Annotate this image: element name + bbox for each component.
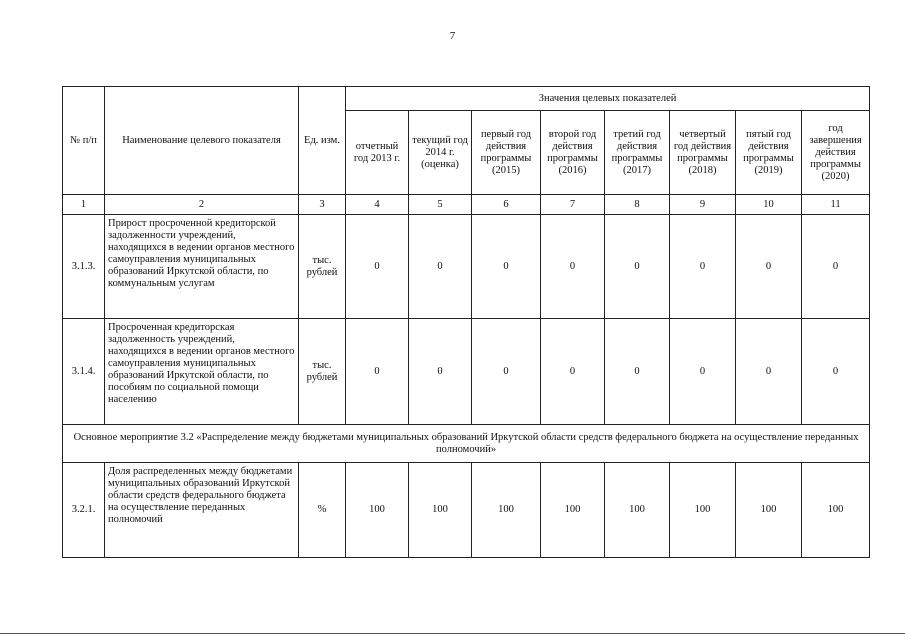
header-num: № п/п <box>63 87 105 195</box>
row-num: 3.2.1. <box>63 463 105 558</box>
header-year: четвертый год действия программы (2018) <box>670 111 736 195</box>
row-unit: тыс. рублей <box>299 215 346 319</box>
row-num: 3.1.3. <box>63 215 105 319</box>
header-row-group <box>63 87 870 111</box>
row-value: 0 <box>736 319 802 425</box>
section-title: Основное мероприятие 3.2 «Распределение между бюджетами муниципальных образований Иркутской области средств федерального бюджета на осуществление переданных полномочий» <box>63 425 870 463</box>
column-number: 10 <box>736 195 802 215</box>
row-value: 0 <box>472 319 541 425</box>
column-number: 7 <box>541 195 605 215</box>
header-year: третий год действия программы (2017) <box>605 111 670 195</box>
page-number: 7 <box>449 30 456 42</box>
column-number: 8 <box>605 195 670 215</box>
header-unit: Ед. изм. <box>299 87 346 195</box>
column-number: 6 <box>472 195 541 215</box>
section-row <box>63 425 870 463</box>
row-value: 0 <box>346 319 409 425</box>
table-row <box>63 463 870 558</box>
row-value: 100 <box>605 463 670 558</box>
indicators-table <box>62 86 870 558</box>
column-number: 2 <box>105 195 299 215</box>
row-value: 0 <box>736 215 802 319</box>
row-value: 100 <box>736 463 802 558</box>
column-number: 5 <box>409 195 472 215</box>
row-value: 0 <box>670 215 736 319</box>
row-value: 0 <box>605 215 670 319</box>
row-value: 100 <box>541 463 605 558</box>
header-year: год завершения действия программы (2020) <box>802 111 870 195</box>
header-year: текущий год 2014 г. (оценка) <box>409 111 472 195</box>
row-value: 0 <box>802 319 870 425</box>
row-value: 0 <box>802 215 870 319</box>
row-value: 100 <box>346 463 409 558</box>
header-year: отчетный год 2013 г. <box>346 111 409 195</box>
header-year: второй год действия программы (2016) <box>541 111 605 195</box>
row-name: Прирост просроченной кредиторской задолженности учреждений, находящихся в ведении органов местного самоуправления муниципальных образований Иркутской области, по коммунальным услугам <box>105 215 299 319</box>
table-row <box>63 319 870 425</box>
row-value: 100 <box>472 463 541 558</box>
row-value: 0 <box>409 215 472 319</box>
row-unit: тыс. рублей <box>299 319 346 425</box>
row-value: 100 <box>802 463 870 558</box>
row-name: Доля распределенных между бюджетами муниципальных образований Иркутской области средств федерального бюджета на осуществление переданных полномочий <box>105 463 299 558</box>
row-value: 0 <box>605 319 670 425</box>
row-value: 0 <box>670 319 736 425</box>
row-unit: % <box>299 463 346 558</box>
row-value: 100 <box>409 463 472 558</box>
row-value: 0 <box>346 215 409 319</box>
row-value: 0 <box>541 319 605 425</box>
column-number: 1 <box>63 195 105 215</box>
column-number: 3 <box>299 195 346 215</box>
page-bottom-rule <box>0 633 905 634</box>
table-row <box>63 215 870 319</box>
row-value: 0 <box>541 215 605 319</box>
column-number: 11 <box>802 195 870 215</box>
row-value: 0 <box>472 215 541 319</box>
header-year: первый год действия программы (2015) <box>472 111 541 195</box>
row-name: Просроченная кредиторская задолженность учреждений, находящихся в ведении органов местного самоуправления муниципальных образований Иркутской области, по пособиям по социальной помощи населению <box>105 319 299 425</box>
header-group: Значения целевых показателей <box>346 87 870 111</box>
row-value: 0 <box>409 319 472 425</box>
column-number: 4 <box>346 195 409 215</box>
header-name: Наименование целевого показателя <box>105 87 299 195</box>
column-number: 9 <box>670 195 736 215</box>
column-number-row <box>63 195 870 215</box>
header-year: пятый год действия программы (2019) <box>736 111 802 195</box>
row-num: 3.1.4. <box>63 319 105 425</box>
row-value: 100 <box>670 463 736 558</box>
